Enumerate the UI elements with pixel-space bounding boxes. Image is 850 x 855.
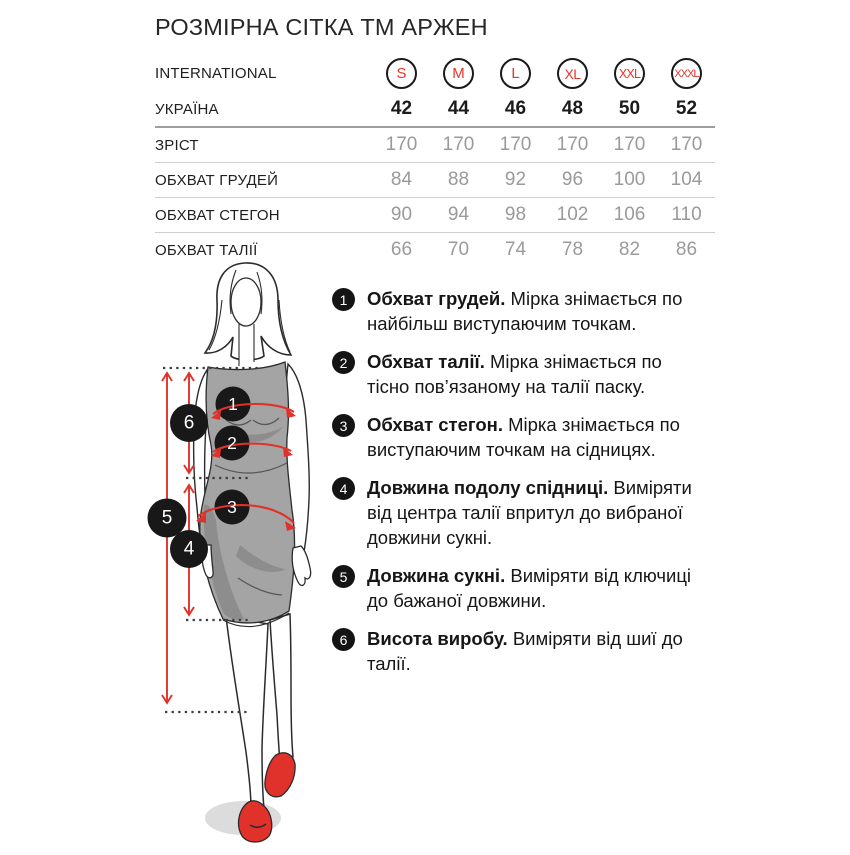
size-badge-l: L xyxy=(500,58,531,89)
cell-value: 92 xyxy=(504,169,527,190)
legend-desc: Мірка знімається по виступаючим точкам на сідницях. xyxy=(367,414,680,460)
marker-number-6: 6 xyxy=(183,412,195,434)
cell-value: 170 xyxy=(556,134,589,155)
ua-size: 50 xyxy=(618,98,641,119)
measurement-figure xyxy=(140,256,345,850)
size-badge-xxxl: XXXL xyxy=(671,58,702,89)
face xyxy=(231,278,261,326)
row-label: ОБХВАТ ТАЛІЇ xyxy=(155,241,258,259)
row-label-ukraine: УКРАЇНА xyxy=(155,100,219,118)
legend-text xyxy=(367,475,707,550)
cell-value: 66 xyxy=(390,239,413,260)
table-row-height xyxy=(155,128,715,163)
cell-value: 104 xyxy=(670,169,703,190)
legend-item-dress-length xyxy=(332,563,718,613)
red-shoes xyxy=(239,753,296,842)
table-row-ukraine xyxy=(155,92,715,128)
ua-size: 48 xyxy=(561,98,584,119)
cell-value: 74 xyxy=(504,239,527,260)
size-badge-m: M xyxy=(443,58,474,89)
cell-value: 100 xyxy=(613,169,646,190)
legend-number-badge: 1 xyxy=(332,288,355,311)
cell-value: 70 xyxy=(447,239,470,260)
cell-value: 170 xyxy=(442,134,475,155)
cell-value: 110 xyxy=(671,204,702,225)
cell-value: 90 xyxy=(390,204,413,225)
legend-text xyxy=(367,626,707,676)
legend-number-badge: 6 xyxy=(332,628,355,651)
legend-number-badge: 3 xyxy=(332,414,355,437)
cell-value: 102 xyxy=(556,204,589,225)
cell-value: 170 xyxy=(385,134,418,155)
legend-number-badge: 5 xyxy=(332,565,355,588)
legend-item-skirt-length xyxy=(332,475,718,550)
legend-desc: Виміряти від шиї до талії. xyxy=(367,628,683,674)
marker-number-3: 3 xyxy=(227,497,237,517)
cell-value: 78 xyxy=(561,239,584,260)
size-badge-s: S xyxy=(386,58,417,89)
ua-size: 44 xyxy=(447,98,470,119)
legend-desc: Виміряти від ключиці до бажаної довжини. xyxy=(367,565,692,611)
legend-term: Обхват стегон. xyxy=(367,414,503,435)
cell-value: 98 xyxy=(504,204,527,225)
marker-number-5: 5 xyxy=(161,507,173,529)
ua-size: 42 xyxy=(390,98,413,119)
legend-item-product-height xyxy=(332,626,718,676)
row-label-international: INTERNATIONAL xyxy=(155,65,277,82)
legend-desc: Виміряти від центра талії впритул до вибраної довжини сукні. xyxy=(367,477,692,548)
table-row-bust xyxy=(155,163,715,198)
row-label: ОБХВАТ ГРУДЕЙ xyxy=(155,171,279,189)
woman-illustration xyxy=(140,256,345,850)
size-badge-xxl: XXL xyxy=(614,58,645,89)
cell-value: 86 xyxy=(675,239,698,260)
legend-item-bust xyxy=(332,286,718,336)
marker-number-1: 1 xyxy=(228,394,238,414)
legend-desc: Мірка знімається по найбільш виступаючим точкам. xyxy=(367,288,683,334)
cell-value: 96 xyxy=(561,169,584,190)
legend-text xyxy=(367,286,707,336)
cell-value: 88 xyxy=(447,169,470,190)
legend-text xyxy=(367,563,707,613)
legend-term: Висота виробу. xyxy=(367,628,508,649)
size-badge-xl: XL xyxy=(557,58,588,89)
cell-value: 84 xyxy=(390,169,413,190)
neck xyxy=(239,324,254,368)
cell-value: 170 xyxy=(499,134,532,155)
legend-number-badge: 4 xyxy=(332,477,355,500)
ua-size: 52 xyxy=(675,98,698,119)
table-row-hips xyxy=(155,198,715,233)
legend-item-waist xyxy=(332,349,718,399)
legend-term: Довжина подолу спідниці. xyxy=(367,477,609,498)
cell-value: 170 xyxy=(670,134,703,155)
table-row-international xyxy=(155,55,715,92)
cell-value: 170 xyxy=(613,134,646,155)
legend-number-badge: 2 xyxy=(332,351,355,374)
row-label: ЗРІСТ xyxy=(155,136,199,154)
legend-item-hips xyxy=(332,412,718,462)
page-title: РОЗМІРНА СІТКА ТМ АРЖЕН xyxy=(155,14,488,40)
cell-value: 82 xyxy=(618,239,641,260)
legend-text xyxy=(367,349,707,399)
legend-desc: Мірка знімається по тісно пов’язаному на талії паску. xyxy=(367,351,662,397)
ua-size: 46 xyxy=(504,98,527,119)
marker-number-4: 4 xyxy=(183,538,195,560)
measurement-legend xyxy=(332,286,718,689)
size-table xyxy=(155,55,715,267)
legend-term: Довжина сукні. xyxy=(367,565,506,586)
legend-text xyxy=(367,412,707,462)
row-label: ОБХВАТ СТЕГОН xyxy=(155,206,280,224)
cell-value: 106 xyxy=(613,204,646,225)
legend-term: Обхват грудей. xyxy=(367,288,506,309)
marker-number-2: 2 xyxy=(227,433,237,453)
cell-value: 94 xyxy=(447,204,470,225)
legend-term: Обхват талії. xyxy=(367,351,485,372)
